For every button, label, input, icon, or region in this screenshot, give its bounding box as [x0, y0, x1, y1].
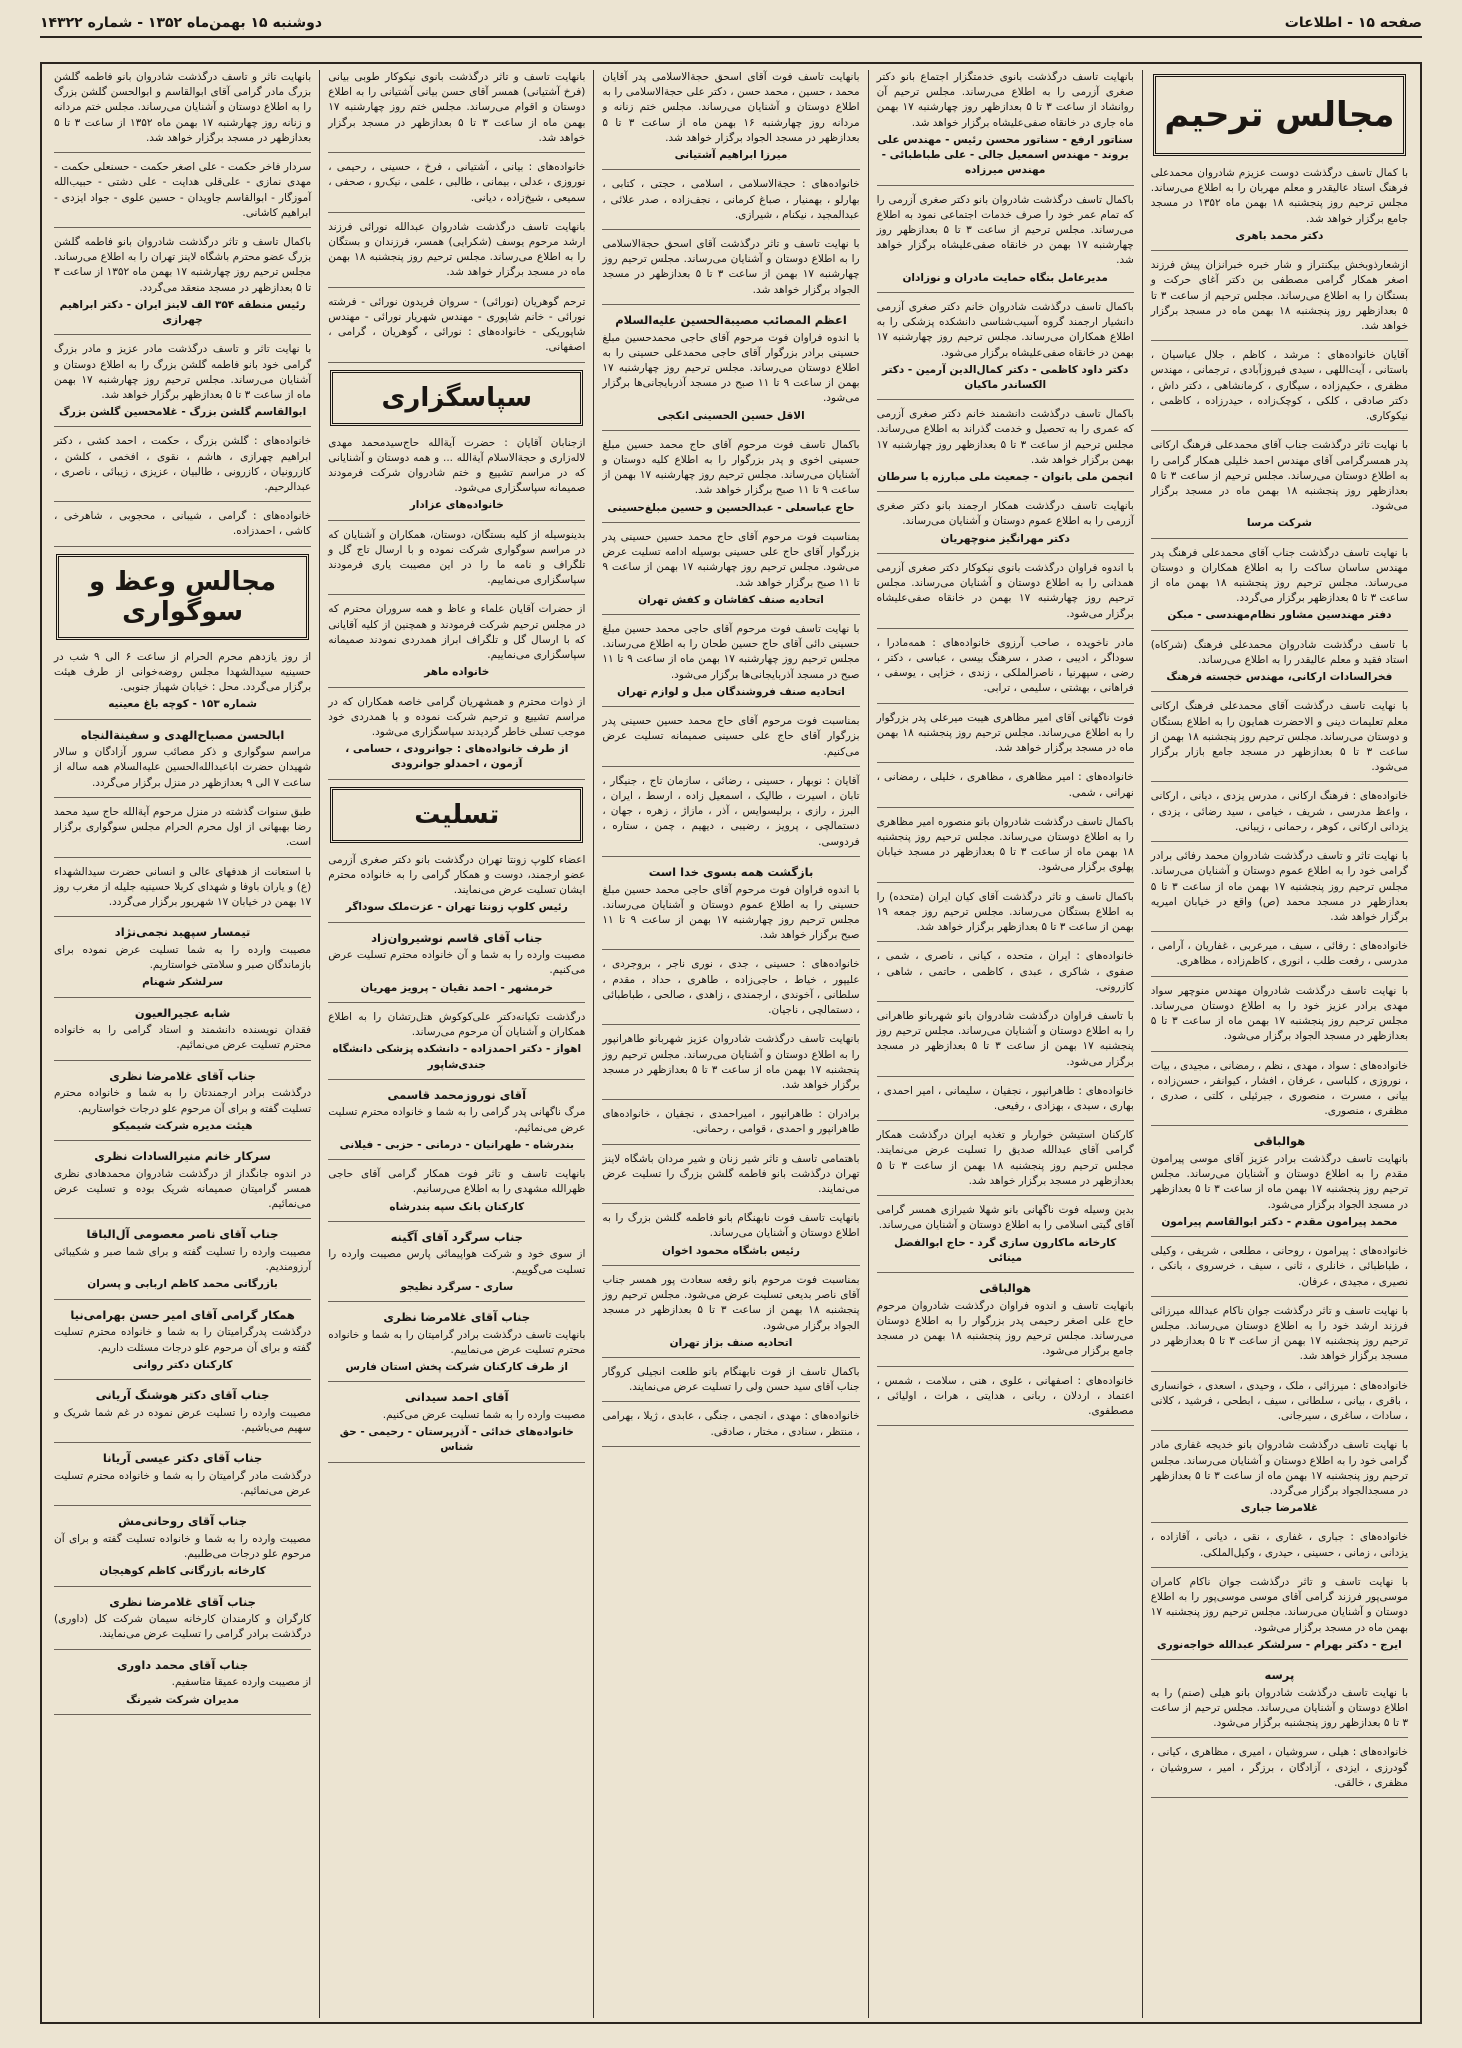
- notice-signature: دکتر مهرانگیز منوچهریان: [940, 532, 1070, 545]
- notice-body: خانواده‌های : حسینی ، جدی ، نوری ناجر ، بروجردی ، علیپور ، خیاط ، حاجی‌زاده ، طاهری ، حداد ، مقدم ، سلطانی ، آخوندی ، ارجمندی ، زاهدی ، صالحی ، طباطبائی ، دستمالچی ، ناجیان.: [602, 958, 860, 1017]
- obituary-notice: [602, 312, 859, 431]
- notice-signature: از طرف کارکنان شرکت پخش استان فارس: [345, 1361, 569, 1374]
- notice-body: ازجنابان آقایان : حضرت آیةالله حاج‌سیدمحمد مهدی لاله‌زاری و حجة‌الاسلام آیةالله ... و همه دوستان و آشنایانی که در مراسم تشییع و ختم شادروان شرکت فرمودند صمیمانه سپاسگزاری می‌شود.: [328, 436, 586, 495]
- issue-date: دوشنبه ۱۵ بهمن‌ماه ۱۳۵۲ - شماره ۱۴۳۲۲: [40, 15, 323, 31]
- obituary-notice: [1151, 258, 1408, 341]
- notice-body: بانهایت تاسف و تاثر فوت همکار گرامی آقای حاجی ظهرالله مشهدی را به اطلاع می‌رسانیم.: [328, 1168, 586, 1196]
- obituary-notice: [54, 434, 311, 502]
- notice-body: با تاسف فراوان درگذشت شادروان بانو شهربانو طاهرانی را به اطلاع دوستان و آشنایان می‌رساند. مجلس ترحیم روز پنجشنبه ۱۷ بهمن از ساعت ۳ تا ۵ بعدازظهر در مسجد برگزار می‌شود.: [876, 1009, 1134, 1068]
- notice-body: خانواده‌های : طاهرانپور ، نجفیان ، سلیمانی ، امیر احمدی ، بهاری ، سیدی ، بهزادی ، رفیعی.: [876, 1084, 1134, 1113]
- notice-heading: پرسه: [1264, 1667, 1295, 1682]
- notice-signature: خانواده‌های عزادار: [409, 499, 504, 512]
- obituary-notice: [1151, 1745, 1408, 1798]
- obituary-notice: [54, 342, 311, 427]
- obituary-notice: [602, 1032, 859, 1100]
- obituary-notice: [602, 177, 859, 230]
- notice-body: کارگران و کارمندان کارخانه سیمان شرکت کل (داوری) درگذشت برادر گرامی را تسلیت عرض می‌نمایند.: [53, 1613, 312, 1641]
- notice-signature: محمد پیرامون مقدم - دکتر ابوالقاسم پیرامون: [1161, 1215, 1398, 1228]
- notice-body: خانواده‌های : سواد ، مهدی ، نظم ، رمضانی ، مجیدی ، بیات ، نوروزی ، کلباسی ، عرفان ، افشار ، کیوانفر ، حسن‌زاده ، بیانی ، مسرت ، منصوری ، جبرئیلی ، کلتی ، صدری ، مظفری ، منصوری.: [1150, 1059, 1408, 1118]
- obituary-notice: [54, 160, 311, 228]
- notice-heading: جناب آقای محمد داوری: [117, 1657, 249, 1672]
- notice-heading: جناب سرگرد آقای آگینه: [390, 1229, 523, 1244]
- notice-body: بانهایت تاسف درگذشت برادر عزیز آقای موسی پیرامون مقدم را به اطلاع دوستان و آشنایان می‌رساند. مجلس ترحیم روز پنجشنبه ۱۷ بهمن ماه از ساعت ۳ تا ۵ بعدازظهر در مسجد الجواد برگزار می‌شود.: [1150, 1153, 1409, 1211]
- notice-signature: حاج عباسعلی - عبدالحسین و حسین مبلغ‌حسینی: [607, 501, 855, 514]
- notice-signature: اتحادیه صنف فروشندگان مبل و لوازم تهران: [617, 685, 845, 698]
- column-2: [868, 70, 1142, 2018]
- notice-body: بانهایت تاسف و اندوه فراوان درگذشت شادروان مرحوم حاج علی اصغر رحیمی پدر بزرگوار را به اطلاع دوستان می‌رساند. مجلس ترحیم روز پنجشنبه ۱۸ بهمن در مسجد جامع برگزار می‌شود.: [876, 1299, 1134, 1358]
- notice-signature: دکتر داود کاظمی - دکتر کمال‌الدین آرمین - دکتر الکساندر ماکیان: [881, 363, 1129, 391]
- notice-signature: سرلشکر شهنام: [142, 976, 224, 989]
- notice-body: درگذشت مادر گرامیتان را به شما و خانواده محترم تسلیت عرض می‌نمائیم.: [53, 1469, 312, 1497]
- notice-body: بانهایت تاسف فوت آقای اسحق حجة‌الاسلامی پدر آقایان محمد ، حسین ، محمد حسن ، دکتر علی حجة‌الاسلامی را به اطلاع دوستان و آشنایان می‌رساند. مجلس ختم زنانه و مردانه روز چهارشنبه ۱۶ بهمن ماه از ساعت ۳ تا ۵ بعدازظهر در مسجد الجواد برگزار خواهد شد.: [602, 71, 860, 144]
- notice-signature: ایرج - دکتر بهرام - سرلشکر عبدالله خواجه‌نوری: [1157, 1638, 1402, 1651]
- notice-body: باکمال تاسف درگذشت دانشمند خانم دکتر صغری آزرمی که عمری را به تحصیل و خدمت گذراند به اطلاع می‌رساند. مجلس ترحیم از ساعت ۳ تا ۵ بعدازظهر روز چهارشنبه ۱۷ بهمن برگزار خواهد شد.: [876, 408, 1134, 466]
- notice-body: برادران : طاهرانپور ، امیراحمدی ، نجفیان ، خانواده‌های طاهرانپور و احمدی ، قوامی ، رحمانی.: [602, 1108, 860, 1136]
- notice-body: ازشعارذوبخش بیکنتراز و شار خبره خبرانزان پیش فرزند اصغر همکار گرامی مصطفی بن دکتر آغای حرکت و بستگان را به اطلاع می‌رساند. مجلس ترحیم از ساعت ۳ تا ۵ بعدازظهر روز پنجشنبه ۱۸ بهمن ماه در مسجد برگزار خواهد شد.: [1150, 259, 1409, 332]
- notice-body: اعضاء کلوپ زونتا تهران درگذشت بانو دکتر صغری آزرمی عضو ارجمند، دوست و همکار گرامی را به خانواده محترم ایشان تسلیت عرض می‌نمایند.: [328, 853, 586, 897]
- obituary-notice: [328, 602, 585, 687]
- notice-signature: اتحادیه صنف کفاشان و کفش تهران: [638, 593, 824, 606]
- obituary-notice: [877, 636, 1134, 704]
- obituary-notice: [877, 300, 1134, 400]
- notice-body: با نهایت تاسف و تاثر درگذشت جوان ناکام کامران موسی‌پور فرزند گرامی آقای موسی موسی‌پور را به اطلاع دوستان و آشنایان می‌رساند. مجلس ترحیم روز پنجشنبه ۱۷ بهمن ماه در مسجد برگزار می‌شود.: [1150, 1575, 1408, 1634]
- notice-signature: رئیس باشگاه محمود اخوان: [662, 1244, 800, 1257]
- notice-signature: خانواده ماهر: [424, 666, 490, 679]
- notice-signature: از طرف خانواده‌های : جوانرودی ، حسامی ، آزمون ، احمدلو جوانرودی: [345, 743, 569, 771]
- column-3: [593, 70, 867, 2018]
- column-1: [1142, 70, 1416, 2018]
- notice-signature: شرکت مرسا: [1246, 517, 1312, 530]
- notice-body: باهتمامی تاسف و تاثر شیر زنان و شیر مردان باشگاه لاینز تهران درگذشت بانو فاطمه گلشن بزرگ را تسلیت عرض می‌نمایند.: [602, 1152, 860, 1196]
- obituary-notice: [328, 1309, 585, 1382]
- obituary-notice: [328, 853, 585, 923]
- notice-body: باکمال تاسف درگذشت شادروان بانو دکتر صغری آزرمی را که تمام عمر خود را صرف خدمات اجتماعی نمود به اطلاع می‌رساند. مجلس ترحیم از ساعت ۳ تا ۵ بعدازظهر روز چهارشنبه ۱۷ بهمن در خانقاه صفی‌علیشاه برگزار خواهد شد.: [876, 193, 1134, 267]
- obituary-notice: [602, 1365, 859, 1402]
- obituary-notice: [54, 1594, 311, 1650]
- notice-body: با کمال تاسف درگذشت دوست عزیزم شادروان محمدعلی فرهنگ استاد عالیقدر و معلم مهربان را به اطلاع می‌رساند. مجلس ترحیم روز پنجشنبه ۱۸ بهمن ماه ۱۳۵۲ در مسجد جامع برگزار خواهد شد.: [1150, 167, 1408, 225]
- obituary-notice: [54, 650, 311, 720]
- notice-body: با نهایت تاسف درگذشت شادروان مهندس منوچهر سواد مهدی برادر عزیز خود را به اطلاع دوستان می‌رساند. مجلس ترحیم روز پنجشنبه ۱۷ بهمن ماه از ساعت ۳ تا ۵ بعدازظهر در مسجد الجواد برگزار می‌شود.: [1150, 984, 1408, 1043]
- obituary-notice: [54, 924, 311, 997]
- obituary-notice: [54, 1657, 311, 1715]
- notice-body: با نهایت تاسف و تاثر درگذشت جوان ناکام عبدالله میرزائی فرزند ارشد خود را به اطلاع دوستان می‌رساند. مجلس ترحیم روز پنجشنبه ۱۷ بهمن از ساعت ۳ تا ۵ بعدازظهر در مسجد برگزار خواهد شد.: [1150, 1304, 1408, 1363]
- notice-body: بانهایت تاسف درگذشت برادر گرامیتان را به شما و خانواده محترم تسلیت عرض می‌نماییم.: [328, 1328, 586, 1356]
- obituary-notice: [877, 499, 1134, 554]
- notice-heading: سرکار خانم منیرالسادات نظری: [94, 1148, 271, 1163]
- obituary-notice: [54, 509, 311, 546]
- obituary-notice: [1151, 1304, 1408, 1372]
- obituary-notice: [328, 1389, 585, 1462]
- notice-body: از حضرات آقایان علماء و عاظ و همه سروران محترم که در مجلس ترحیم شرکت فرمودند و همچنین از کلیه آقایانی که با ارسال گل و تلگراف ابراز همدردی نمودند صمیمانه سپاسگزاری می‌نماییم.: [328, 603, 586, 662]
- notice-signature: کارکنان دکتر روانی: [132, 1358, 233, 1371]
- section-banner: تسلیت: [330, 787, 583, 843]
- obituary-notice: [54, 805, 311, 858]
- notice-body: از ذوات محترم و همشهریان گرامی خاصه همکاران که در مراسم تشییع و ترحیم شرکت نموده و با همدردی خود موجب تسلی خاطر گردیدند سپاسگزاری می‌شود.: [328, 695, 586, 738]
- notice-body: بمناسبت فوت مرحوم آقای حاج محمد حسین حسینی پدر بزرگوار آقای حاج علی حسینی صمیمانه تسلیت عرض می‌کنیم.: [602, 715, 860, 758]
- notice-body: سردار فاخر حکمت - علی اصغر حکمت - حسنعلی حکمت - مهدی نمازی - علی‌قلی هدایت - علی دشتی - حبیب‌الله آموزگار - ابوالقاسم جاویدان - حسین علوی - جواد ایزدی - ابراهیم کاشانی.: [53, 161, 312, 219]
- notice-body: بانهایت تاسف و تاثر درگذشت بانوی نیکوکار طوبی بیانی (فرخ آشتیانی) همسر آقای حسن بیانی آشتیانی را به اطلاع دوستان و اقوام می‌رساند. مجلس ختم روز چهارشنبه ۱۷ بهمن ماه از ساعت ۳ تا ۵ بعدازظهر در مسجد برگزار خواهد شد.: [328, 71, 586, 144]
- notice-body: با نهایت تاسف درگذشت آقای محمدعلی فرهنگ ارکانی معلم تعلیمات دینی و الاحضرت همایون را به اطلاع بستگان و دوستان می‌رساند. مجلس ترحیم روز پنجشنبه ۱۸ بهمن از ساعت ۳ تا ۵ بعدازظهر در مسجد جامع بازار برگزار می‌شود.: [1150, 700, 1408, 774]
- notice-heading: جناب آقای روحانی‌مش: [118, 1514, 248, 1529]
- notice-body: طبق سنوات گذشته در منزل مرحوم آیةالله حاج سید محمد رضا بهبهانی از اول محرم الحرام مجلس سوگواری برگزار است.: [53, 805, 312, 849]
- notice-body: درگذشت پدرگرامیتان را به شما و خانواده محترم تسلیت گفته و برای آن مرحوم علو درجات مسئلت داریم.: [53, 1326, 312, 1354]
- obituary-notice: [1151, 1575, 1408, 1660]
- notice-signature: الاقل حسین الحسینی انکجی: [657, 409, 805, 422]
- notice-body: بانهایت تاسف درگذشت بانوی خدمتگزار اجتماع بانو دکتر صغری آزرمی را به اطلاع می‌رساند. مجلس ترحیم آن روانشاد از ساعت ۳ تا ۵ بعدازظهر روز چهارشنبه ۱۷ بهمن ماه جاری در خانقاه صفی‌علیشاه برگزار خواهد شد.: [876, 71, 1134, 129]
- notice-body: درگذشت برادر ارجمندتان را به شما و خانواده محترم تسلیت گفته و برای آن مرحوم علو درجات خواستاریم.: [53, 1087, 312, 1115]
- notice-signature: بازرگانی محمد کاظم اربابی و پسران: [87, 1278, 278, 1291]
- notice-signature: دفتر مهندسین مشاور نظام‌مهندسی - مبکن: [1167, 609, 1392, 622]
- obituary-notice: [54, 1450, 311, 1506]
- obituary-notice: [1151, 348, 1408, 431]
- notice-body: خانواده‌های : پیرامون ، روحانی ، مطلعی ، شریفی ، وکیلی ، طباطبائی ، خانلری ، ثانی ، سیف ، خرسروی ، بانکی ، نصیری ، مجیدی ، عرفان.: [1150, 1245, 1408, 1288]
- notice-body: خانواده‌های : رفائی ، سیف ، میرعربی ، غفاریان ، آرامی ، مدرسی ، رفعت طلب ، انوری ، کاظم‌زاده ، مظاهری.: [1150, 940, 1408, 968]
- notice-body: بمناسبت فوت مرحوم آقای حاج محمد حسین حسینی پدر بزرگوار آقای حاج علی حسینی بوسیله ادامه تسلیت عرض می‌شود. مجلس ترحیم روز چهارشنبه ۱۷ بهمن از ساعت ۹ تا ۱۱ صبح برگزار خواهد شد.: [602, 530, 860, 589]
- notice-body: با نهایت تاسف درگذشت شادروان بانو هیلی (صنم) را به اطلاع دوستان و آشنایان می‌رساند. مجلس ترحیم از ساعت ۳ تا ۵ بعدازظهر روز پنجشنبه برگزار می‌شود.: [1150, 1686, 1408, 1730]
- obituary-notice: [602, 957, 859, 1025]
- obituary-notice: [877, 815, 1134, 883]
- obituary-notice: [328, 436, 585, 521]
- notice-body: بانهایت تاسف درگذشت شادروان عبدالله نورائی فرزند ارشد مرحوم یوسف (شکرایی) همسر، فرزندان و بستگان را به اطلاع می‌رساند. مجلس ترحیم روز پنجشنبه ۱۸ بهمن ماه در مسجد برگزار خواهد شد.: [328, 220, 586, 279]
- notice-heading: هوالباقی: [979, 1281, 1031, 1295]
- notice-heading: جناب آقای دکتر هوشنگ آریانی: [95, 1387, 270, 1402]
- notice-body: خانواده‌های : ایران ، متحده ، کیانی ، ناصری ، شمی ، صفوی ، شاکری ، عبدی ، کاظمی ، حاتمی ، شاهی ، کازرونی.: [876, 950, 1134, 993]
- notice-body: بانهایت تاسف درگذشت همکار ارجمند بانو دکتر صغری آزرمی را به اطلاع عموم دوستان و آشنایان می‌رساند.: [876, 500, 1134, 528]
- columns: [46, 70, 1416, 2018]
- notice-body: باکمال تاسف درگذشت شادروان بانو منصوره امیر مظاهری را به اطلاع دوستان می‌رساند. مجلس ترحیم روز پنجشنبه ۱۸ بهمن ماه از ساعت ۳ تا ۵ بعدازظهر در مسجد خیابان پهلوی برگزار می‌شود.: [876, 815, 1134, 874]
- notice-body: کارکنان استیشن خواربار و تغذیه ایران درگذشت همکار گرامی آقای عبدالله صدیق را تسلیت عرض می‌نمایند. مجلس ترحیم روز پنجشنبه ۱۸ بهمن از ساعت ۳ تا ۵ بعدازظهر در مسجد برگزار خواهد شد.: [876, 1129, 1134, 1187]
- notice-body: با نهایت تاسف و تاثر درگذشت آقای اسحق حجة‌الاسلامی را به اطلاع دوستان و آشنایان می‌رساند. مجلس ترحیم روز چهارشنبه ۱۷ بهمن از ساعت ۳ تا ۵ بعدازظهر در مسجد الجواد برگزار خواهد شد.: [602, 237, 860, 296]
- notice-body: با تاسف درگذشت شادروان محمدعلی فرهنگ (شرکاه) استاد فقید و معلم عالیقدر را به اطلاع می‌رساند.: [1150, 638, 1408, 666]
- obituary-notice: [328, 528, 585, 596]
- notice-body: بانهایت تاسف فوت نابهنگام بانو فاطمه گلشن بزرگ را به اطلاع دوستان و آشنایان می‌رساند.: [602, 1212, 860, 1240]
- notice-body: بانهایت تاسف درگذشت شادروان عزیز شهربانو طاهرانپور را به اطلاع دوستان و آشنایان می‌رساند. مجلس ترحیم روز پنجشنبه ۱۷ بهمن ماه از ساعت ۳ تا ۵ بعدازظهر در مسجد برگزار خواهد شد.: [602, 1033, 860, 1091]
- obituary-notice: [877, 407, 1134, 492]
- notice-body: با نهایت تاسف درگذشت شادروان بانو خدیجه غفاری مادر گرامی خود را به اطلاع دوستان و آشنایان می‌رساند. مجلس ترحیم روز پنجشنبه ۱۷ بهمن ماه از ساعت ۳ تا ۵ بعدازظهر در مسجدالجواد برگزار می‌گردد.: [1150, 1439, 1409, 1497]
- obituary-notice: [328, 160, 585, 213]
- notice-body: درگذشت تکیانه‌دکتر علی‌کوکوش هتل‌رتشان را به اطلاع همکاران و آشنایان آن مرحوم می‌رساند.: [328, 1010, 586, 1039]
- notice-body: از سوی خود و شرکت هواپیمائی پارس مصیبت وارده را تسلیت می‌گوییم.: [328, 1248, 586, 1276]
- notice-heading: جناب آقای ناصر معصومی آل‌الباقا: [86, 1227, 279, 1242]
- obituary-notice: [1151, 166, 1408, 251]
- notice-body: با استعانت از هدفهای عالی و انسانی حضرت سیدالشهداء (ع) و یاران باوفا و شهدای کربلا حسینیه جلیله از مغرب روز ۱۷ بهمن در خیابان ۱۷ شهریور برگزار می‌گردد.: [53, 865, 312, 908]
- obituary-notice: [877, 1374, 1134, 1427]
- notice-signature: بندرشاه - طهرانیان - درمانی - حزبی - فیلانی: [339, 1138, 574, 1151]
- column-5: [46, 70, 319, 2018]
- notice-body: از روز یازدهم محرم الحرام از ساعت ۶ الی ۹ شب در حسینیه سیدالشهدا مجلس روضه‌خوانی از طرف هیئت برگزار می‌گردد. محل : خیابان شهباز جنوبی.: [53, 650, 312, 694]
- obituary-notice: [328, 295, 585, 363]
- notice-body: با نهایت تاسف فوت مرحوم آقای حاجی محمد حسین مبلغ حسینی دائی آقای حاج حسین طحان را به اطلاع می‌رساند. مجلس ترحیم روز چهارشنبه ۱۷ بهمن ماه از ساعت ۹ تا ۱۱ صبح در مسجد آذربایجانی‌ها برگزار می‌شود.: [602, 623, 860, 681]
- obituary-notice: [54, 1068, 311, 1141]
- obituary-notice: [328, 1167, 585, 1222]
- notice-body: بانهایت تاثر و تاسف درگذشت شادروان بانو فاطمه گلشن بزرگ مادر گرامی آقای ابوالقاسم و ابوالحسن گلشن بزرگ را به اطلاع دوستان و آشنایان می‌رساند. مجلس ختم مردانه و زنانه روز چهارشنبه ۱۷ بهمن ماه ۱۳۵۲ از ساعت ۳ تا ۵ بعدازظهر در مسجد برگزار خواهد شد.: [53, 71, 312, 144]
- obituary-notice: [328, 695, 585, 780]
- notice-signature: کارخانه بازرگانی کاظم کوهیجان: [99, 1565, 266, 1578]
- obituary-notice: [602, 1107, 859, 1144]
- obituary-notice: [1151, 984, 1408, 1052]
- notice-body: خانواده‌های : گرامی ، شیبانی ، محجوبی ، شاهرخی ، کاشی ، احمدزاده.: [53, 510, 312, 538]
- notice-signature: کارکنان بانک سپه بندرشاه: [389, 1200, 525, 1213]
- notice-body: از مصیبت وارده عمیقا متاسفیم.: [171, 1676, 312, 1689]
- obituary-notice: [54, 1513, 311, 1586]
- notice-signature: رئیس کلوپ زونتا تهران - عزت‌ملک سوداگر: [345, 901, 568, 914]
- notice-body: با نهایت تاثر و تاسف درگذشت شادروان محمد رفائی برادر گرامی خود را به اطلاع عموم دوستان و آشنایان می‌رساند. مجلس ترحیم روز پنجشنبه ۱۷ بهمن ماه از ساعت ۳ تا ۵ بعدازظهر در مسجد محمد (ص) واقع در خیابان امیریه برگزار خواهد شد.: [1150, 850, 1408, 923]
- notice-body: مصیبت وارده را تسلیت گفته و برای شما صبر و شکیبائی آرزومندیم.: [53, 1245, 312, 1274]
- notice-body: باکمال تاسف و تاثر درگذشت آقای کیان ایران (متحده) را به اطلاع بستگان می‌رساند. مجلس ترحیم روز جمعه ۱۹ بهمن از ساعت ۳ تا ۵ بعدازظهر برگزار خواهد شد.: [876, 890, 1134, 934]
- obituary-notice: [328, 1229, 585, 1302]
- section-banner: مجالس وعظ و سوگواری: [56, 554, 309, 640]
- obituary-notice: [328, 70, 585, 153]
- notice-signature: خانواده‌های خدائی - آذرپرستان - رحیمی - حق شناس: [339, 1426, 574, 1454]
- notice-body: ترحم گوهریان (نورائی) - سروان فریدون نورائی - فرشته نورائی - خانم شاپوری - مهندس شهریار نورائی - مهندس شاپوریکی - خانواده‌های : نورائی ، گوهریان ، گرامی ، اصفهانی.: [328, 295, 586, 354]
- obituary-notice: [1151, 1438, 1408, 1523]
- notice-signature: اتحادیه صنف بزاز تهران: [669, 1336, 793, 1349]
- obituary-notice: [877, 1084, 1134, 1121]
- notice-body: مصیبت وارده را به شما تسلیت عرض می‌کنیم.: [382, 1409, 586, 1422]
- obituary-notice: [877, 70, 1134, 186]
- obituary-notice: [602, 774, 859, 857]
- notice-signature: میرزا ابراهیم آشتیانی: [674, 149, 788, 162]
- notice-heading: جناب آقای قاسم نوشیروان‌زاد: [371, 930, 543, 945]
- notice-body: باکمال تاسف و تاثر درگذشت شادروان بانو فاطمه گلشن بزرگ عضو محترم باشگاه لاینز تهران را به اطلاع می‌رساند. مجلس ترحیم روز چهارشنبه ۱۷ بهمن ماه ۱۳۵۲ از ساعت ۳ تا ۵ بعدازظهر در مسجد منعقد می‌گردد.: [53, 235, 312, 294]
- notice-body: مصیبت وارده را به شما تسلیت عرض نموده برای بازماندگان صبر و سلامتی خواستاریم.: [53, 943, 312, 972]
- obituary-notice: [1151, 1379, 1408, 1432]
- notice-body: خانواده‌های : گلشن بزرگ ، حکمت ، احمد کشی ، دکتر ابراهیم چهرازی ، هاشم ، نقوی ، افخمی ، کلشن ، کازرونیان ، کازرونی ، طالبیان ، عزیزی ، زیبائی ، ناصری ، عبدالرحیم.: [53, 435, 312, 494]
- notice-body: فوت ناگهانی آقای امیر مظاهری هیبت میرعلی پدر بزرگوار را به اطلاع می‌رساند. مجلس ترحیم روز پنجشنبه ۱۸ بهمن ماه در مسجد برگزار خواهد شد.: [876, 711, 1134, 755]
- obituary-notice: [328, 220, 585, 288]
- notice-body: خانواده‌های : جباری ، غفاری ، نقی ، دیانی ، آقازاده ، یزدانی ، زمانی ، حسینی ، حیدری ، وکیل‌الملکی.: [1150, 1531, 1408, 1559]
- notice-signature: مدیرعامل بنگاه حمایت مادران و نوزادان: [902, 271, 1108, 284]
- obituary-notice: [328, 1087, 585, 1160]
- notice-heading: همکار گرامی آقای امیر حسن بهرامی‌نیا: [70, 1307, 295, 1322]
- notice-body: مصیبت وارده را تسلیت عرض نموده در غم شما شریک و سهیم می‌باشیم.: [53, 1406, 312, 1434]
- notice-heading: بازگشت همه بسوی خدا است: [648, 864, 814, 879]
- notice-body: خانواده‌های : میرزائی ، ملک ، وحیدی ، اسعدی ، خوانساری ، باقری ، بیانی ، سلطانی ، سیف ، ابطحی ، فرشید ، کلانی ، سادات ، ساغری ، سیرجانی.: [1150, 1379, 1408, 1423]
- obituary-notice: [1151, 638, 1408, 693]
- obituary-notice: [54, 1005, 311, 1061]
- obituary-notice: [1151, 849, 1408, 932]
- notice-body: باکمال تاسف فوت مرحوم آقای حاج محمد حسین مبلغ حسینی اخوی و پدر بزرگوار را به اطلاع کلیه دوستان و آشنایان می‌رساند. مجلس ترحیم روز چهارشنبه ۱۷ بهمن از ساعت ۹ تا ۱۱ صبح برگزار خواهد شد.: [602, 438, 860, 497]
- notice-heading: جناب آقای غلامرضا نظری: [109, 1594, 256, 1609]
- obituary-notice: [602, 70, 859, 170]
- notice-signature: فخرالسادات ارکانی، مهندس خجسته فرهنگ: [1166, 671, 1393, 684]
- obituary-notice: [877, 1009, 1134, 1077]
- obituary-notice: [602, 1273, 859, 1358]
- obituary-notice: [1151, 939, 1408, 976]
- notice-signature: غلامرضا جباری: [1240, 1502, 1319, 1515]
- obituary-notice: [1151, 546, 1408, 631]
- banner-majales-tarhim: مجالس ترحیم: [1153, 74, 1406, 156]
- notice-body: با نهایت تاثر درگذشت جناب آقای محمدعلی فرهنگ ارکانی پدر همسرگرامی آقای مهندس احمد خلیلی همکار گرامی را به اطلاع دوستان می‌رساند. مجلس ترحیم از ساعت ۳ تا ۵ بعدازظهر روز پنجشنبه ۱۸ بهمن ماه در مسجد برگزار می‌شود.: [1150, 439, 1408, 513]
- notice-body: خانواده‌های : حجة‌الاسلامی ، اسلامی ، حجتی ، کتابی ، بهارلو ، بهمنیار ، صباغ کرمانی ، نجف‌زاده ، صدر علائی ، عبدالمجید ، نیکنام ، شیرازی.: [602, 178, 860, 221]
- notice-signature: ابوالقاسم گلشن بزرگ - غلامحسین گلشن بزرگ: [58, 406, 307, 419]
- obituary-notice: [877, 1203, 1134, 1273]
- obituary-notice: [54, 1226, 311, 1299]
- notice-signature: انجمن ملی بانوان - جمعیت ملی مبارزه با سرطان: [877, 471, 1133, 484]
- notice-body: مراسم سوگواری و ذکر مصائب سرور آزادگان و سالار شهیدان حضرت ابا‌عبدالله‌الحسین علیه‌السلام همه ساله از ساعت ۷ الی ۹ بعدازظهر در منزل برگزار می‌گردد.: [53, 746, 312, 789]
- notice-heading: جناب آقای دکتر عیسی آریانا: [102, 1451, 263, 1466]
- notice-body: خانواده‌های : امیر مظاهری ، مظاهری ، خلیلی ، رمضانی ، نهرانی ، شمی.: [876, 771, 1134, 799]
- obituary-notice: [602, 1409, 859, 1446]
- notice-signature: اهواز - دکتر احمدزاده - دانشکده پزشکی دانشگاه جندی‌شاپور: [332, 1043, 582, 1071]
- obituary-notice: [54, 70, 311, 153]
- notice-signature: ساری - سرگرد نظیجو: [400, 1280, 514, 1293]
- obituary-notice: [877, 949, 1134, 1002]
- notice-heading: جناب آقای غلامرضا نظری: [383, 1310, 531, 1325]
- obituary-notice: [877, 770, 1134, 807]
- obituary-notice: [602, 237, 859, 305]
- obituary-notice: [54, 1387, 311, 1443]
- obituary-notice: [877, 1128, 1134, 1196]
- notice-body: با نهایت تاثر و تاسف درگذشت مادر عزیز و مادر بزرگ گرامی خود بانو فاطمه گلشن بزرگ را به اطلاع دوستان و آشنایان می‌رساند. مجلس ترحیم روز چهارشنبه ۱۷ بهمن ماه از ساعت ۳ تا ۵ بعدازظهر برگزار خواهد شد.: [53, 343, 312, 401]
- obituary-notice: [54, 865, 311, 918]
- notice-body: با نهایت تاسف درگذشت جناب آقای محمدعلی فرهنگ پدر مهندس ساسان ساکت را به اطلاع همکاران و دوستان می‌رساند. مجلس ترحیم روز پنجشنبه ۱۸ بهمن ماه از ساعت ۳ تا ۵ بعدازظهر برگزار می‌گردد.: [1150, 546, 1408, 605]
- notice-heading: ابالحسن مصباح‌الهدی و سفینةالنجاه: [80, 727, 285, 742]
- obituary-notice: [1151, 438, 1408, 538]
- obituary-notice: [54, 727, 311, 798]
- obituary-notice: [602, 438, 859, 523]
- notice-body: بدینوسیله از کلیه بستگان، دوستان، همکاران و آشنایان که در مراسم سوگواری شرکت نموده و با ارسال تاج گل و تلگراف و نامه ما را در این مصیبت یاری فرمودند سپاسگزاری می‌نماییم.: [328, 528, 586, 587]
- obituary-notice: [602, 864, 859, 951]
- notice-body: با اندوه فراوان فوت مرحوم آقای حاجی محمدحسین مبلغ حسینی برادر بزرگوار آقای حاجی محمدعلی حسینی را به اطلاع دوستان می‌رساند. مجلس ترحیم روز چهارشنبه ۱۷ بهمن از ساعت ۹ تا ۱۱ صبح در مسجد آذربایجانی‌ها برگزار می‌شود.: [602, 331, 860, 405]
- notice-body: باکمال تاسف از فوت نابهنگام بانو طلعت انجیلی کروگار جناب آقای سید حسن ولی را تسلیت عرض می‌نمایند.: [602, 1366, 860, 1394]
- obituary-notice: [1151, 699, 1408, 782]
- notice-body: آقایان خانواده‌های : مرشد ، کاظم ، جلال عباسیان ، باستانی ، آیت‌اللهی ، سیدی فیروزآبادی ، ترجمانی ، مهندس مظفری ، حکیم‌زاده ، سیگاری ، کرمانشاهی ، دکتر داش ، دکتر صادقی ، کلکی ، کوچک‌زاده ، حیدرزاده ، کاظمی ، نیکوکاری.: [1150, 349, 1408, 423]
- obituary-notice: [602, 530, 859, 615]
- notice-heading: هوالباقی: [1253, 1134, 1306, 1149]
- notice-body: مرگ ناگهانی پدر گرامی را به شما و خانواده محترم تسلیت عرض می‌نمائیم.: [328, 1106, 586, 1134]
- obituary-notice: [1151, 1244, 1408, 1297]
- notice-signature: کارخانه ماکارون سازی گرد - حاج ابوالفضل مینائی: [894, 1236, 1117, 1264]
- notice-body: باکمال تاسف درگذشت شادروان خانم دکتر صغری آزرمی دانشیار ارجمند گروه آسیب‌شناسی دانشکده پزشکی را به اطلاع همکاران می‌رساند. مجلس ترحیم روز چهارشنبه ۱۷ بهمن در خانقاه صفی‌علیشاه برگزار می‌شود.: [876, 300, 1134, 359]
- obituary-notice: [877, 193, 1134, 293]
- notice-signature: سناتور ارفع - سناتور محسن رئیس - مهندس علی بروند - مهندس اسمعیل جالی - علی طباطبائی - مهندس میرزاده: [877, 133, 1133, 177]
- notice-body: مادر ناخویده ، صاحب آرزوی خانواده‌های : همه‌مادرا ، سوداگر ، ادیبی ، صدر ، سرهنگ بیسی ، عباسی ، دکتر ، رضی ، سپهرنیا ، ناصرالملکی ، زندی ، خزایی ، یوسفی ، فراهانی ، بهشتی ، سلیمی ، ترابی.: [876, 636, 1134, 695]
- obituary-notice: [1151, 1133, 1408, 1237]
- notice-signature: هیئت مدیره شرکت شیمیکو: [112, 1119, 253, 1132]
- obituary-notice: [877, 1280, 1134, 1367]
- obituary-notice: [1151, 1530, 1408, 1567]
- notice-body: خانواده‌های : بیانی ، آشتیانی ، فرخ ، حسینی ، رحیمی ، نوروزی ، عدلی ، بیمانی ، طالبی ، علمی ، نیک‌رو ، صحفی ، سمیعی ، شیخ‌زاده ، دیانی.: [328, 161, 586, 204]
- notice-heading: اعظم المصائب مصیبة‌الحسین علیه‌السلام: [615, 312, 847, 327]
- obituary-notice: [602, 622, 859, 707]
- obituary-notice: [602, 1211, 859, 1266]
- notice-body: بدین وسیله فوت ناگهانی بانو شهلا شیرازی همسر گرامی آقای گیتی اسلامی را به اطلاع دوستان و آشنایان می‌رساند.: [876, 1204, 1134, 1232]
- obituary-notice: [328, 1010, 585, 1080]
- notice-body: خانواده‌های : فرهنگ ارکانی ، مدرس یزدی ، دیانی ، ارکانی ، واعظ مدرسی ، شریف ، خیامی ، سید رضائی ، یزدی ، یزدانی ارکانی ، کوهر ، رحمانی ، زیبانی.: [1150, 790, 1408, 833]
- notice-heading: شابه عجیرالعیون: [134, 1005, 231, 1020]
- notice-heading: تیمسار سپهبد نجمی‌نژاد: [114, 925, 251, 940]
- notice-body: خانواده‌های : هیلی ، سروشیان ، امیری ، مظاهری ، کیانی ، گودرزی ، ایزدی ، آزادگان ، برزگر ، امیر ، سروشیان ، مظفری ، خالقی.: [1150, 1746, 1408, 1789]
- notice-body: خانواده‌های : مهدی ، انجمی ، جنگی ، عابدی ، ژیلا ، بهرامی ، منتظر ، سنادی ، مختار ، صادقی.: [602, 1410, 860, 1438]
- page-header: [40, 10, 1422, 38]
- obituary-notice: [602, 714, 859, 767]
- notice-body: با اندوه فراوان فوت مرحوم آقای حاجی محمد حسین مبلغ حسینی را به اطلاع عموم دوستان و آشنایان می‌رساند. مجلس ترحیم روز چهارشنبه ۱۷ بهمن از ساعت ۹ تا ۱۱ صبح برگزار خواهد شد.: [602, 883, 860, 942]
- notice-body: مصیبت وارده را به شما و آن خانواده محترم تسلیت عرض می‌کنیم.: [328, 949, 586, 977]
- obituary-notice: [877, 890, 1134, 943]
- column-4: [319, 70, 593, 2018]
- obituary-notice: [1151, 789, 1408, 842]
- obituary-notice: [328, 930, 585, 1003]
- notice-signature: رئیس منطقه ۳۵۴ الف لاینز ایران - دکتر ابراهیم چهرازی: [59, 298, 306, 327]
- notice-heading: جناب آقای غلامرضا نظری: [109, 1068, 256, 1083]
- notice-body: مصیبت وارده را به شما و خانواده تسلیت گفته و برای آن مرحوم علو درجات می‌طلبیم.: [53, 1532, 312, 1561]
- notice-body: بمناسبت فوت مرحوم بانو رفعه سعادت پور همسر جناب آقای ناصر بدیعی تسلیت عرض می‌شود. مجلس ترحیم روز پنجشنبه ۱۸ بهمن از ساعت ۳ تا ۵ بعدازظهر در مسجد الجواد برگزار می‌شود.: [602, 1273, 860, 1332]
- obituary-notice: [54, 1307, 311, 1380]
- obituary-notice: [54, 235, 311, 335]
- notice-body: فقدان نویسنده دانشمند و استاد گرامی را به خانواده محترم تسلیت عرض می‌نمائیم.: [53, 1024, 312, 1052]
- notice-body: با اندوه فراوان درگذشت بانوی نیکوکار دکتر صغری آزرمی همدانی را به اطلاع دوستان و آشنایان می‌رساند. مجلس ترحیم روز چهارشنبه ۱۷ بهمن در خانقاه صفی‌علیشاه برگزار می‌شود.: [876, 561, 1134, 620]
- obituary-notice: [1151, 1667, 1408, 1738]
- notice-signature: خرمشهر - احمد نقیان - پرویز مهریان: [360, 981, 554, 994]
- notice-heading: آقای نوروزمحمد قاسمی: [387, 1087, 527, 1102]
- notice-signature: شماره ۱۵۳ - کوچه باغ معینیه: [108, 698, 257, 711]
- obituary-notice: [877, 561, 1134, 629]
- section-banner: سپاسگزاری: [330, 370, 583, 426]
- obituary-notice: [602, 1152, 859, 1205]
- obituary-notice: [54, 1148, 311, 1219]
- obituary-notice: [877, 711, 1134, 764]
- notice-heading: آقای احمد سیدانی: [405, 1390, 509, 1405]
- notice-body: در اندوه جانگداز از درگذشت شادروان محمدهادی نظری همسر گرامیتان صمیمانه شریک بوده و تسلیت عرض می‌نمائیم.: [53, 1167, 312, 1211]
- page-label: صفحه ۱۵ - اطلاعات: [1284, 15, 1422, 31]
- notice-signature: دکتر محمد باهری: [1235, 229, 1324, 242]
- notice-signature: مدیران شرکت شیرنگ: [126, 1693, 239, 1706]
- notice-body: آقایان : نوبهار ، حسینی ، رضائی ، سازمان تاج ، جنیگار ، تابان ، اسیرت ، طالیک ، اسمعیل زاده ، ارسط ، ایران ، البرز ، رازی ، برلیسوایس ، آذر ، مازاژ ، زهره ، جهان ، دستمالچی ، پرویز ، رضیبی ، دیهیم ، چمن ، ستاره ، فردوسی.: [602, 774, 860, 848]
- notice-body: خانواده‌های : اصفهانی ، علوی ، هنی ، سلامت ، شمس ، اعتماد ، اردلان ، ربانی ، هدایتی ، هرات ، اولیائی ، مصطفوی.: [876, 1374, 1134, 1417]
- obituary-notice: [1151, 1059, 1408, 1127]
